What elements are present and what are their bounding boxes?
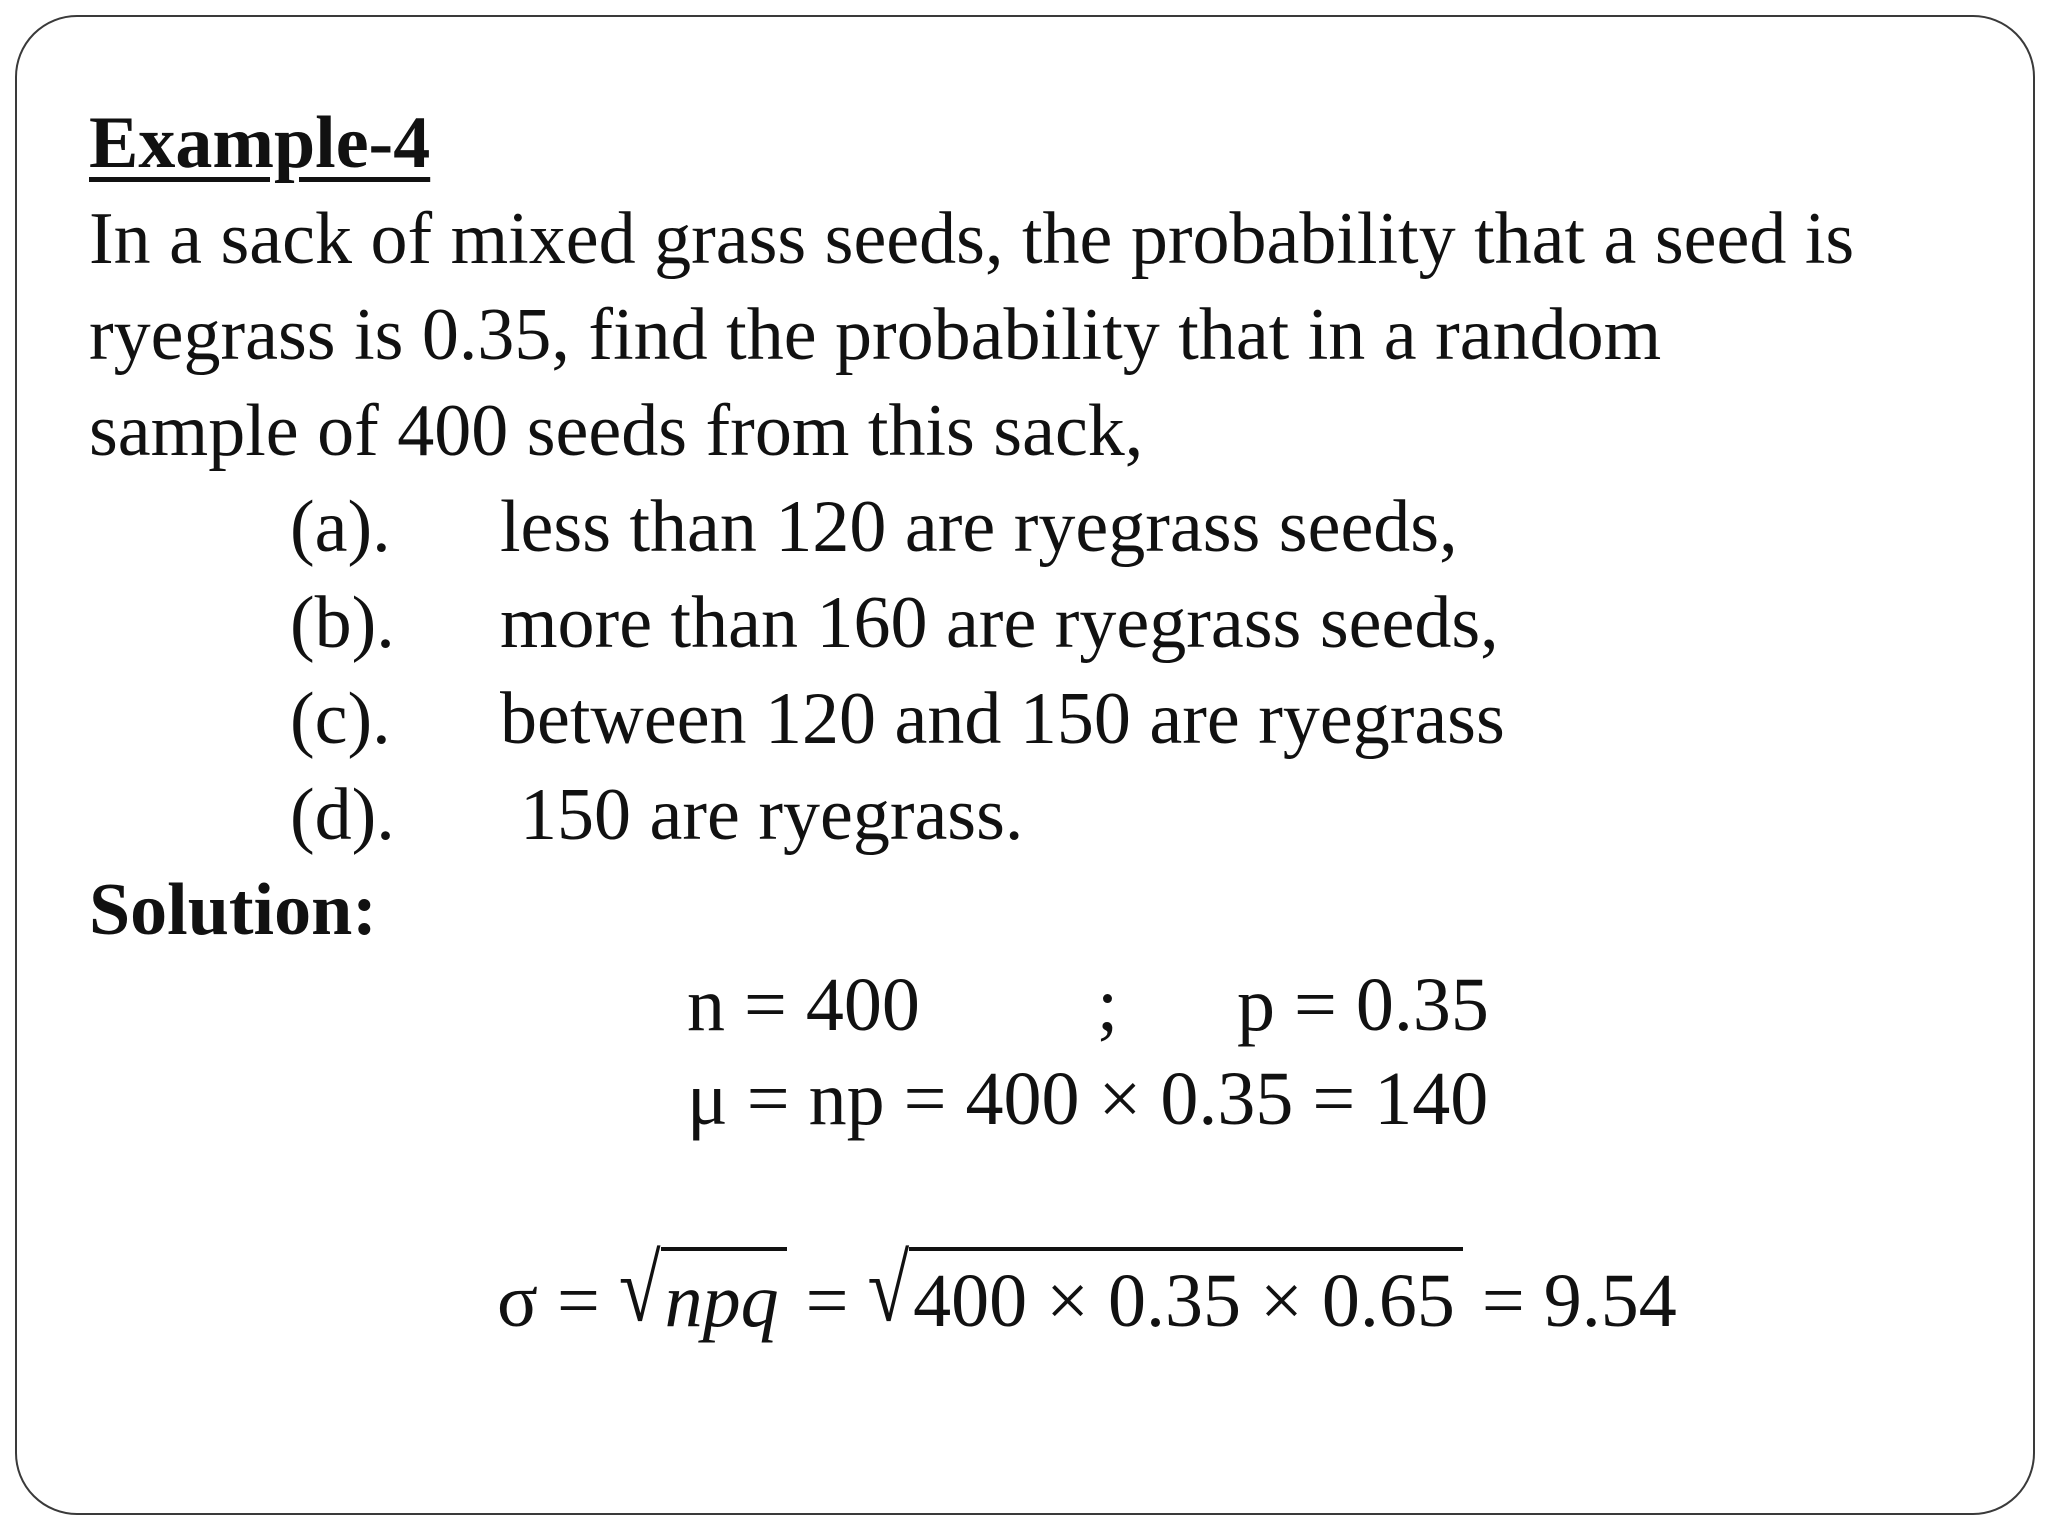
sqrt-product: 400 × 0.35 × 0.65 bbox=[909, 1247, 1463, 1345]
slide-frame bbox=[15, 15, 2035, 1515]
item-a-text: less than 120 are ryegrass seeds, bbox=[500, 486, 1458, 568]
equation-sigma bbox=[497, 1236, 1677, 1349]
item-b-label: (b). bbox=[290, 582, 395, 664]
problem-line-2: ryegrass is 0.35, find the probability that in a random bbox=[89, 294, 1662, 376]
sigma-lhs: σ = bbox=[497, 1259, 619, 1343]
equation-mu: μ = np = 400 × 0.35 = 140 bbox=[687, 1057, 1489, 1141]
problem-line-3: sample of 400 seeds from this sack, bbox=[89, 390, 1144, 472]
item-d-label: (d). bbox=[290, 774, 395, 856]
solution-heading: Solution: bbox=[89, 869, 377, 951]
sigma-result: = 9.54 bbox=[1462, 1259, 1677, 1343]
equation-separator: ; bbox=[1097, 963, 1119, 1047]
item-a-label: (a). bbox=[290, 486, 391, 568]
item-b-text: more than 160 are ryegrass seeds, bbox=[500, 582, 1499, 664]
item-d-text: 150 are ryegrass. bbox=[520, 774, 1024, 856]
equation-p: p = 0.35 bbox=[1237, 963, 1489, 1047]
item-c-text: between 120 and 150 are ryegrass bbox=[500, 678, 1505, 760]
sqrt-symbol: √ bbox=[618, 1236, 661, 1342]
sqrt-npq: npq bbox=[661, 1247, 787, 1345]
equation-n: n = 400 bbox=[687, 963, 920, 1047]
sigma-equals: = bbox=[786, 1259, 868, 1343]
problem-line-1: In a sack of mixed grass seeds, the probability that a seed is bbox=[89, 198, 1855, 280]
example-title: Example-4 bbox=[89, 102, 431, 184]
sqrt-symbol-2: √ bbox=[867, 1236, 910, 1342]
item-c-label: (c). bbox=[290, 678, 391, 760]
